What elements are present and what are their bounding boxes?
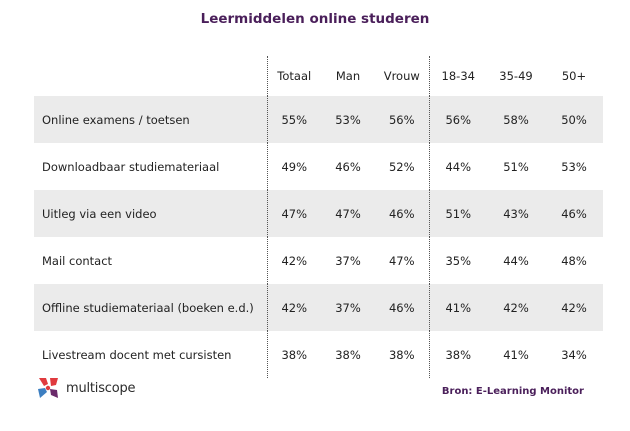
column-header: Totaal: [267, 56, 321, 96]
value-cell: 38%: [267, 331, 321, 378]
table-row: [34, 284, 603, 331]
multiscope-logo: [36, 376, 135, 400]
value-cell: 44%: [429, 143, 487, 190]
table-body: [34, 96, 603, 378]
value-cell: 34%: [561, 347, 587, 362]
value-cell: 56%: [375, 96, 429, 143]
value-cell: 46%: [335, 159, 361, 174]
value-cell: 37%: [321, 284, 375, 331]
value-cell: 38%: [335, 347, 361, 362]
value-cell: 46%: [375, 284, 429, 331]
column-header: Man: [335, 69, 361, 83]
value-cell: 42%: [267, 284, 321, 331]
table-header-row: [34, 56, 603, 96]
row-label: Mail contact: [42, 253, 113, 268]
row-label: Online examens / toetsen: [34, 96, 267, 143]
row-label: Downloadbaar studiemateriaal: [42, 159, 220, 174]
table-row: [34, 96, 603, 143]
value-cell: 47%: [267, 190, 321, 237]
source-note: Bron: E-Learning Monitor: [441, 386, 584, 397]
value-cell: 53%: [561, 159, 587, 174]
value-cell: 42%: [267, 237, 321, 284]
value-cell: 37%: [335, 253, 361, 268]
value-cell: 43%: [487, 190, 545, 237]
multiscope-logo-icon: [36, 376, 60, 400]
value-cell: 58%: [487, 96, 545, 143]
row-label: Offline studiemateriaal (boeken e.d.): [34, 284, 267, 331]
value-cell: 38%: [429, 331, 487, 378]
value-cell: 47%: [321, 190, 375, 237]
value-cell: 42%: [487, 284, 545, 331]
logo-text: multiscope: [66, 380, 136, 396]
value-cell: 41%: [429, 284, 487, 331]
value-cell: 47%: [388, 253, 415, 268]
row-label: Uitleg via een video: [34, 190, 267, 237]
table-row: [34, 143, 603, 190]
value-cell: 49%: [267, 143, 321, 190]
row-label: Livestream docent met cursisten: [42, 347, 232, 362]
value-cell: 56%: [429, 96, 487, 143]
table-row: [34, 190, 603, 237]
column-header: Vrouw: [383, 69, 420, 83]
header-label-cell: [34, 56, 267, 96]
table-row: [34, 331, 603, 378]
column-header: 18-34: [429, 56, 487, 96]
data-table: [34, 56, 604, 378]
value-cell: 55%: [267, 96, 321, 143]
value-cell: 52%: [388, 159, 415, 174]
value-cell: 44%: [503, 253, 529, 268]
value-cell: 48%: [561, 253, 587, 268]
column-header: 50+: [561, 69, 587, 83]
value-cell: 53%: [321, 96, 375, 143]
value-cell: 46%: [375, 190, 429, 237]
value-cell: 35%: [429, 237, 487, 284]
page-title: Leermiddelen online studeren: [200, 11, 430, 27]
value-cell: 51%: [503, 159, 529, 174]
value-cell: 46%: [545, 190, 603, 237]
value-cell: 50%: [545, 96, 603, 143]
value-cell: 51%: [429, 190, 487, 237]
value-cell: 41%: [503, 347, 529, 362]
value-cell: 42%: [545, 284, 603, 331]
table-row: [34, 237, 603, 284]
value-cell: 38%: [388, 347, 415, 362]
column-header: 35-49: [499, 69, 533, 83]
